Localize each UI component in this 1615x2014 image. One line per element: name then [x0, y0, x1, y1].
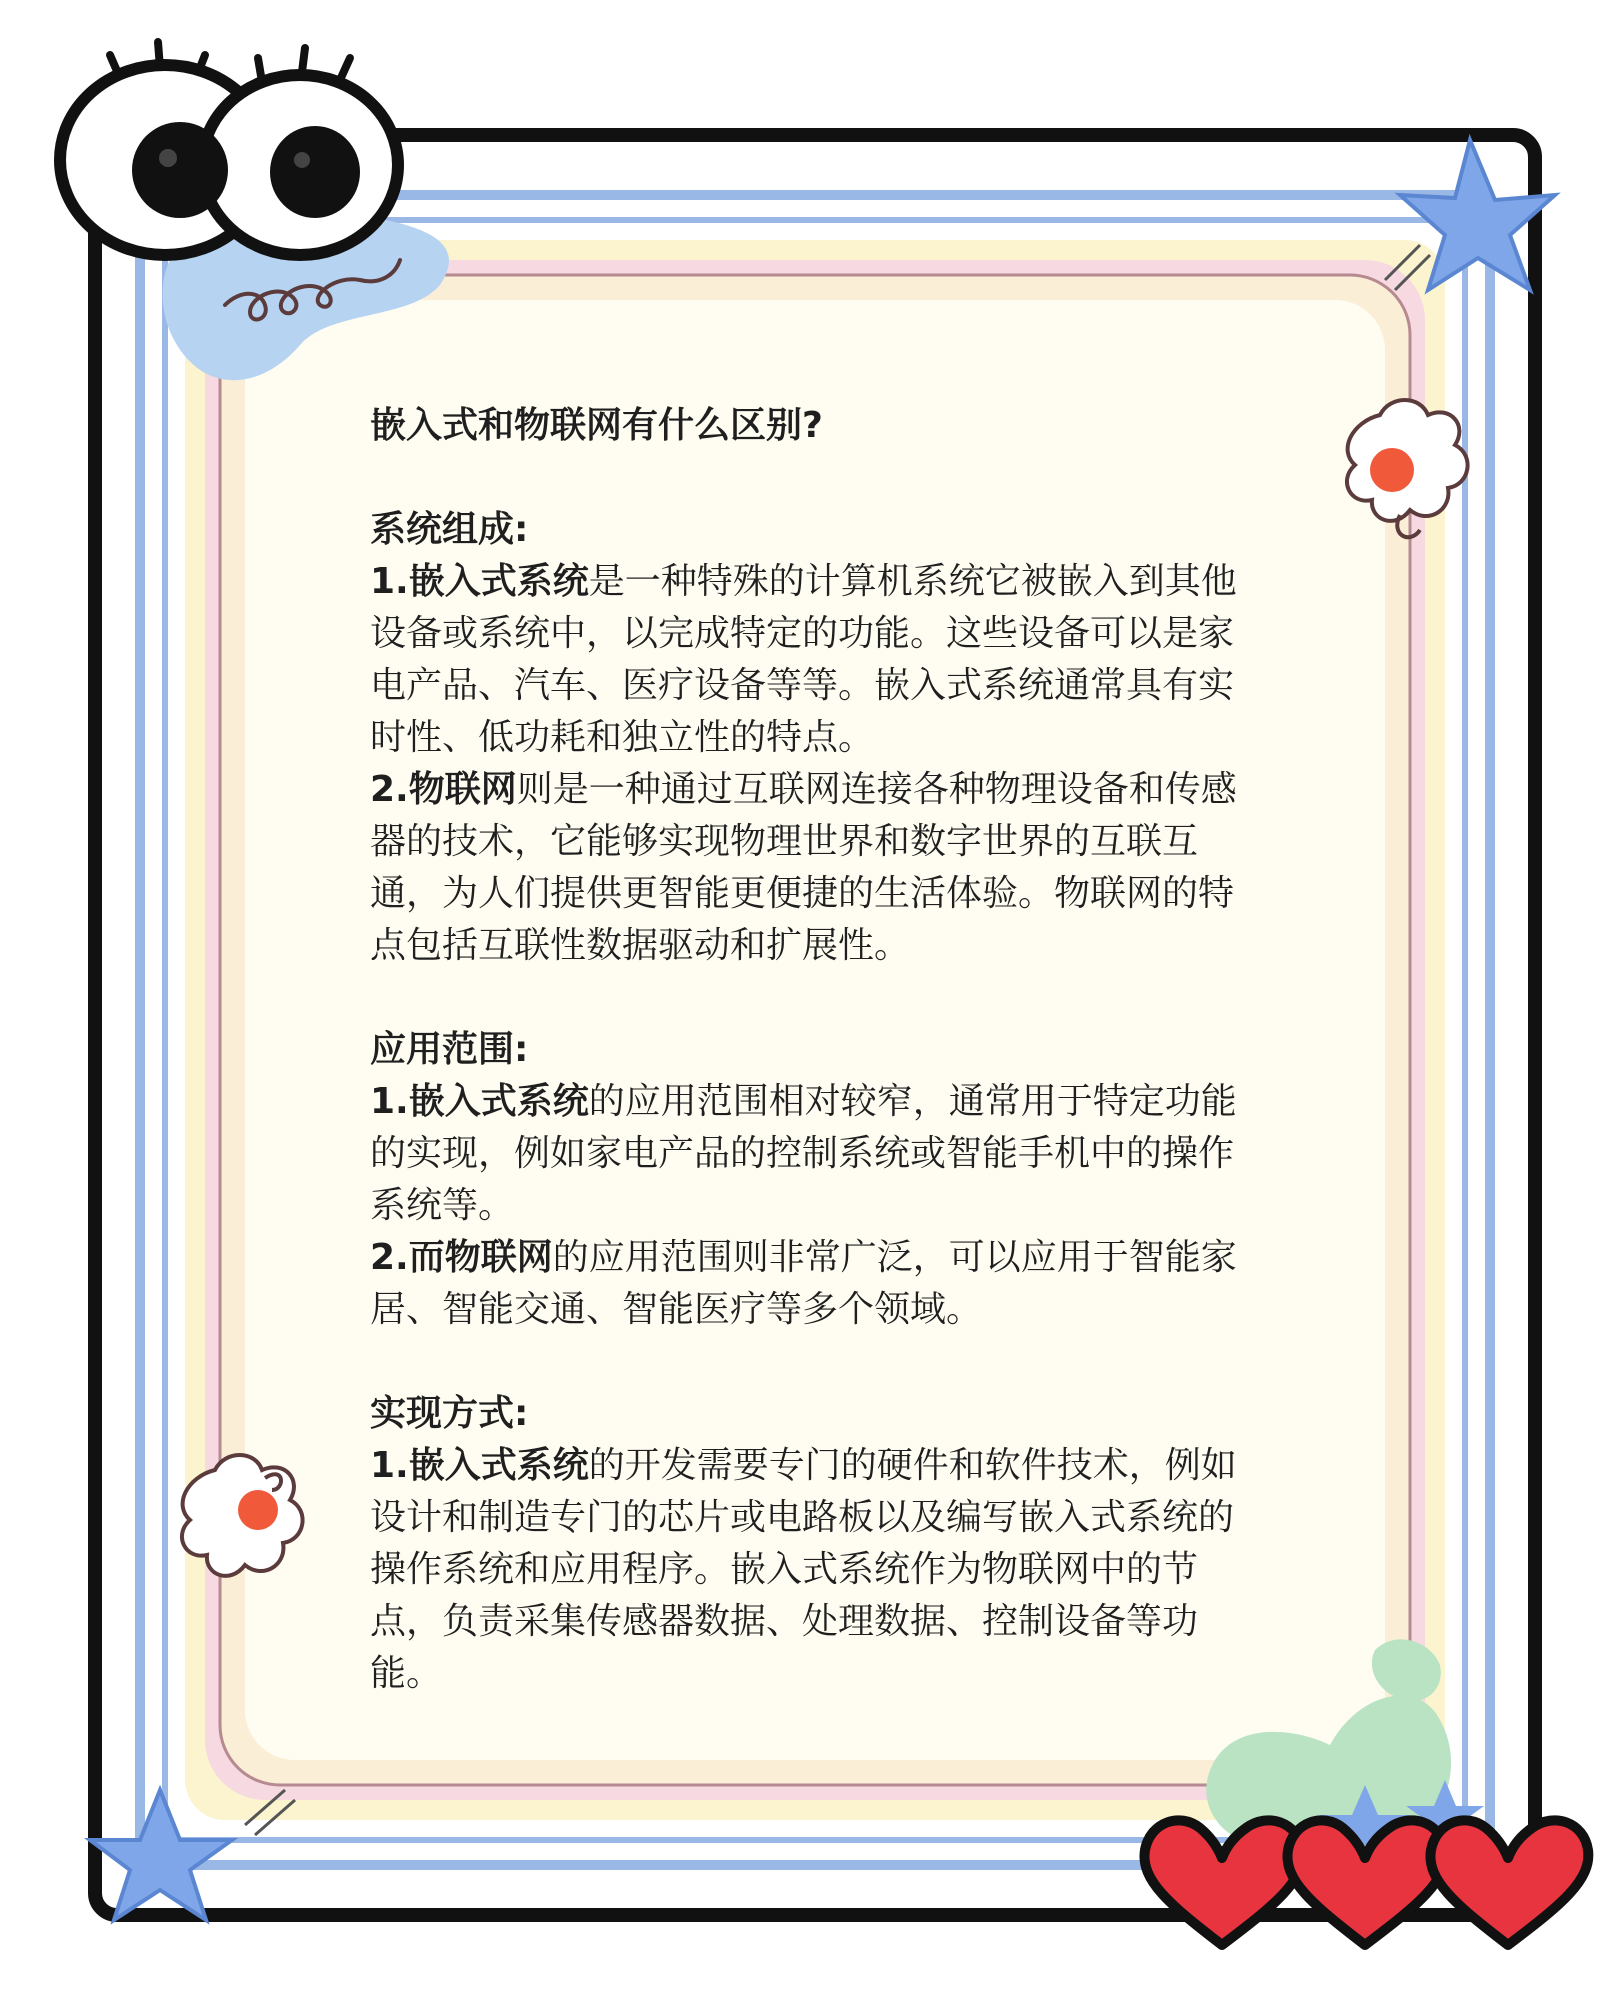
- cartoon-eyes-icon: [60, 42, 398, 255]
- paragraph-line: 点，负责采集传感器数据、处理数据、控制设备等功: [370, 1601, 1199, 1642]
- paragraph-line: [370, 764, 1290, 816]
- article-body: [370, 400, 1290, 1700]
- spacer: [370, 1336, 1290, 1388]
- paragraph-line: 点包括互联性数据驱动和扩展性。: [370, 925, 911, 966]
- paragraph-line: 电产品、汽车、医疗设备等等。嵌入式系统通常具有实: [370, 665, 1235, 706]
- paragraph-line: 能。: [370, 1653, 443, 1694]
- paragraph-line: [370, 1076, 1290, 1128]
- paragraph-text: 是一种特殊的计算机系统它被嵌入到其他: [588, 561, 1237, 602]
- spacer: [370, 972, 1290, 1024]
- paragraph-line: [370, 1232, 1290, 1284]
- paragraph-line: 设备或系统中，以完成特定的功能。这些设备可以是家: [370, 613, 1235, 654]
- paragraph-line: 时性、低功耗和独立性的特点。: [370, 717, 875, 758]
- paragraph-lead: 2.而物联网: [370, 1237, 553, 1278]
- section-heading: 应用范围:: [370, 1029, 529, 1070]
- paragraph-line: 居、智能交通、智能医疗等多个领域。: [370, 1289, 983, 1330]
- paragraph-line: 器的技术，它能够实现物理世界和数字世界的互联互: [370, 821, 1199, 862]
- paragraph-line: 通，为人们提供更智能更便捷的生活体验。物联网的特: [370, 873, 1235, 914]
- paragraph-text: 的应用范围相对较窄，通常用于特定功能: [588, 1081, 1237, 1122]
- paragraph-lead: 2.物联网: [370, 769, 517, 810]
- paragraph-lead: 1.嵌入式系统: [370, 1445, 589, 1486]
- paragraph-text: 的应用范围则非常广泛，可以应用于智能家: [552, 1237, 1237, 1278]
- spacer: [370, 452, 1290, 504]
- paragraph-line: 设计和制造专门的芯片或电路板以及编写嵌入式系统的: [370, 1497, 1235, 1538]
- section-heading: 实现方式:: [370, 1393, 529, 1434]
- paragraph-line: 的实现，例如家电产品的控制系统或智能手机中的操作: [370, 1133, 1235, 1174]
- paragraph-line: 操作系统和应用程序。嵌入式系统作为物联网中的节: [370, 1549, 1199, 1590]
- paragraph-text: 则是一种通过互联网连接各种物理设备和传感: [516, 769, 1237, 810]
- paragraph-lead: 1.嵌入式系统: [370, 1081, 589, 1122]
- paragraph-lead: 1.嵌入式系统: [370, 561, 589, 602]
- section-heading: 系统组成:: [370, 509, 529, 550]
- paragraph-text: 的开发需要专门的硬件和软件技术，例如: [588, 1445, 1237, 1486]
- paragraph-line: [370, 556, 1290, 608]
- paragraph-line: 系统等。: [370, 1185, 515, 1226]
- article-title: 嵌入式和物联网有什么区别?: [370, 405, 823, 446]
- paragraph-line: [370, 1440, 1290, 1492]
